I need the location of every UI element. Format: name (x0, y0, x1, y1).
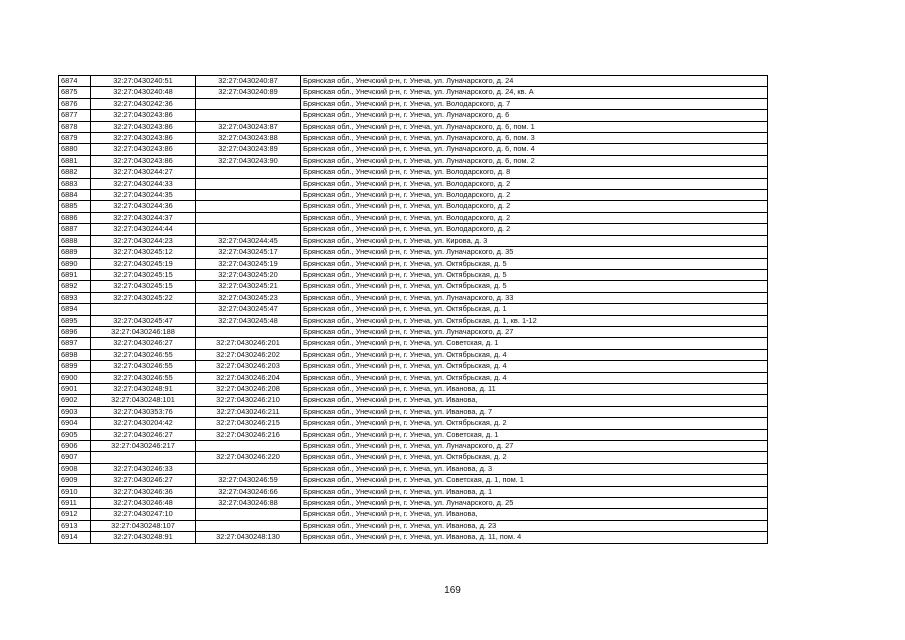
cadastral-number-cell: 32:27:0430244:36 (91, 201, 196, 212)
address-cell: Брянская обл., Унечский р-н, г. Унеча, ул. Володарского, д. 2 (301, 212, 768, 223)
table-row (59, 349, 768, 360)
linked-cadastral-number-cell: 32:27:0430243:89 (196, 144, 301, 155)
row-number-cell: 6894 (59, 304, 91, 315)
address-cell: Брянская обл., Унечский р-н, г. Унеча, ул. Октябрьская, д. 5 (301, 269, 768, 280)
linked-cadastral-number-cell (196, 212, 301, 223)
cadastral-number-cell (91, 452, 196, 463)
table-row (59, 190, 768, 201)
row-number-cell: 6879 (59, 133, 91, 144)
linked-cadastral-number-cell: 32:27:0430243:90 (196, 155, 301, 166)
linked-cadastral-number-cell: 32:27:0430246:204 (196, 372, 301, 383)
linked-cadastral-number-cell: 32:27:0430245:21 (196, 281, 301, 292)
cadastral-number-cell: 32:27:0430353:76 (91, 406, 196, 417)
table-row (59, 87, 768, 98)
table-row (59, 315, 768, 326)
row-number-cell: 6912 (59, 509, 91, 520)
row-number-cell: 6877 (59, 110, 91, 121)
address-cell: Брянская обл., Унечский р-н, г. Унеча, ул. Октябрьская, д. 2 (301, 418, 768, 429)
address-cell: Брянская обл., Унечский р-н, г. Унеча, ул. Октябрьская, д. 4 (301, 361, 768, 372)
address-cell: Брянская обл., Унечский р-н, г. Унеча, ул. Советская, д. 1 (301, 338, 768, 349)
table-row (59, 144, 768, 155)
row-number-cell: 6886 (59, 212, 91, 223)
row-number-cell: 6883 (59, 178, 91, 189)
table-row (59, 98, 768, 109)
registry-table (58, 75, 768, 544)
row-number-cell: 6907 (59, 452, 91, 463)
row-number-cell: 6900 (59, 372, 91, 383)
linked-cadastral-number-cell: 32:27:0430246:216 (196, 429, 301, 440)
table-row (59, 281, 768, 292)
address-cell: Брянская обл., Унечский р-н, г. Унеча, ул. Володарского, д. 2 (301, 201, 768, 212)
row-number-cell: 6880 (59, 144, 91, 155)
row-number-cell: 6875 (59, 87, 91, 98)
row-number-cell: 6890 (59, 258, 91, 269)
row-number-cell: 6909 (59, 475, 91, 486)
cadastral-number-cell: 32:27:0430245:12 (91, 247, 196, 258)
row-number-cell: 6913 (59, 520, 91, 531)
address-cell: Брянская обл., Унечский р-н, г. Унеча, ул. Советская, д. 1, пом. 1 (301, 475, 768, 486)
cadastral-number-cell: 32:27:0430245:47 (91, 315, 196, 326)
linked-cadastral-number-cell: 32:27:0430243:87 (196, 121, 301, 132)
cadastral-number-cell: 32:27:0430204:42 (91, 418, 196, 429)
row-number-cell: 6910 (59, 486, 91, 497)
address-cell: Брянская обл., Унечский р-н, г. Унеча, ул. Луначарского, д. 6, пом. 4 (301, 144, 768, 155)
row-number-cell: 6876 (59, 98, 91, 109)
table-row (59, 224, 768, 235)
linked-cadastral-number-cell: 32:27:0430240:87 (196, 76, 301, 87)
cadastral-number-cell: 32:27:0430243:86 (91, 121, 196, 132)
linked-cadastral-number-cell (196, 98, 301, 109)
linked-cadastral-number-cell: 32:27:0430240:89 (196, 87, 301, 98)
row-number-cell: 6888 (59, 235, 91, 246)
linked-cadastral-number-cell (196, 201, 301, 212)
address-cell: Брянская обл., Унечский р-н, г. Унеча, ул. Октябрьская, д. 1, кв. 1-12 (301, 315, 768, 326)
table-row (59, 361, 768, 372)
table-row (59, 292, 768, 303)
cadastral-number-cell: 32:27:0430246:55 (91, 361, 196, 372)
table-row (59, 486, 768, 497)
cadastral-number-cell: 32:27:0430246:27 (91, 338, 196, 349)
cadastral-number-cell: 32:27:0430245:15 (91, 269, 196, 280)
linked-cadastral-number-cell (196, 110, 301, 121)
cadastral-number-cell: 32:27:0430240:48 (91, 87, 196, 98)
address-cell: Брянская обл., Унечский р-н, г. Унеча, ул. Луначарского, д. 35 (301, 247, 768, 258)
row-number-cell: 6878 (59, 121, 91, 132)
row-number-cell: 6895 (59, 315, 91, 326)
row-number-cell: 6902 (59, 395, 91, 406)
table-row (59, 326, 768, 337)
row-number-cell: 6881 (59, 155, 91, 166)
table-row (59, 110, 768, 121)
cadastral-number-cell: 32:27:0430244:33 (91, 178, 196, 189)
row-number-cell: 6893 (59, 292, 91, 303)
linked-cadastral-number-cell (196, 463, 301, 474)
address-cell: Брянская обл., Унечский р-н, г. Унеча, ул. Иванова, д. 11 (301, 383, 768, 394)
row-number-cell: 6884 (59, 190, 91, 201)
address-cell: Брянская обл., Унечский р-н, г. Унеча, ул. Луначарского, д. 6, пом. 1 (301, 121, 768, 132)
row-number-cell: 6903 (59, 406, 91, 417)
table-row (59, 463, 768, 474)
address-cell: Брянская обл., Унечский р-н, г. Унеча, ул. Володарского, д. 2 (301, 178, 768, 189)
linked-cadastral-number-cell: 32:27:0430246:208 (196, 383, 301, 394)
table-row (59, 509, 768, 520)
cadastral-number-cell: 32:27:0430248:91 (91, 383, 196, 394)
address-cell: Брянская обл., Унечский р-н, г. Унеча, ул. Октябрьская, д. 5 (301, 281, 768, 292)
row-number-cell: 6896 (59, 326, 91, 337)
address-cell: Брянская обл., Унечский р-н, г. Унеча, ул. Луначарского, д. 6 (301, 110, 768, 121)
cadastral-number-cell: 32:27:0430246:33 (91, 463, 196, 474)
table-row (59, 155, 768, 166)
table-row (59, 212, 768, 223)
linked-cadastral-number-cell: 32:27:0430246:215 (196, 418, 301, 429)
address-cell: Брянская обл., Унечский р-н, г. Унеча, ул. Луначарского, д. 24, кв. А (301, 87, 768, 98)
cadastral-number-cell: 32:27:0430242:36 (91, 98, 196, 109)
address-cell: Брянская обл., Унечский р-н, г. Унеча, ул. Октябрьская, д. 1 (301, 304, 768, 315)
linked-cadastral-number-cell (196, 167, 301, 178)
address-cell: Брянская обл., Унечский р-н, г. Унеча, ул. Иванова, д. 1 (301, 486, 768, 497)
row-number-cell: 6887 (59, 224, 91, 235)
linked-cadastral-number-cell: 32:27:0430246:59 (196, 475, 301, 486)
linked-cadastral-number-cell (196, 224, 301, 235)
linked-cadastral-number-cell: 32:27:0430244:45 (196, 235, 301, 246)
table-row (59, 235, 768, 246)
address-cell: Брянская обл., Унечский р-н, г. Унеча, ул. Луначарского, д. 27 (301, 441, 768, 452)
linked-cadastral-number-cell: 32:27:0430246:88 (196, 498, 301, 509)
address-cell: Брянская обл., Унечский р-н, г. Унеча, ул. Иванова, (301, 395, 768, 406)
row-number-cell: 6905 (59, 429, 91, 440)
cadastral-number-cell: 32:27:0430246:188 (91, 326, 196, 337)
registry-table-body (59, 76, 768, 544)
table-row (59, 520, 768, 531)
page-number: 169 (444, 585, 461, 596)
row-number-cell: 6874 (59, 76, 91, 87)
cadastral-number-cell: 32:27:0430246:48 (91, 498, 196, 509)
address-cell: Брянская обл., Унечский р-н, г. Унеча, ул. Октябрьская, д. 4 (301, 349, 768, 360)
cadastral-number-cell: 32:27:0430240:51 (91, 76, 196, 87)
row-number-cell: 6889 (59, 247, 91, 258)
table-row (59, 532, 768, 543)
address-cell: Брянская обл., Унечский р-н, г. Унеча, ул. Иванова, (301, 509, 768, 520)
address-cell: Брянская обл., Унечский р-н, г. Унеча, ул. Луначарского, д. 27 (301, 326, 768, 337)
table-row (59, 178, 768, 189)
cadastral-number-cell: 32:27:0430246:217 (91, 441, 196, 452)
address-cell: Брянская обл., Унечский р-н, г. Унеча, ул. Иванова, д. 7 (301, 406, 768, 417)
table-row (59, 498, 768, 509)
cadastral-number-cell: 32:27:0430244:35 (91, 190, 196, 201)
table-row (59, 201, 768, 212)
row-number-cell: 6914 (59, 532, 91, 543)
cadastral-number-cell: 32:27:0430243:86 (91, 155, 196, 166)
linked-cadastral-number-cell: 32:27:0430246:220 (196, 452, 301, 463)
table-row (59, 418, 768, 429)
linked-cadastral-number-cell: 32:27:0430246:66 (196, 486, 301, 497)
cadastral-number-cell: 32:27:0430248:91 (91, 532, 196, 543)
row-number-cell: 6906 (59, 441, 91, 452)
row-number-cell: 6898 (59, 349, 91, 360)
cadastral-number-cell: 32:27:0430244:27 (91, 167, 196, 178)
cadastral-number-cell: 32:27:0430245:19 (91, 258, 196, 269)
cadastral-number-cell: 32:27:0430246:36 (91, 486, 196, 497)
table-row (59, 372, 768, 383)
linked-cadastral-number-cell: 32:27:0430243:88 (196, 133, 301, 144)
address-cell: Брянская обл., Унечский р-н, г. Унеча, ул. Володарского, д. 7 (301, 98, 768, 109)
address-cell: Брянская обл., Унечский р-н, г. Унеча, ул. Луначарского, д. 6, пом. 3 (301, 133, 768, 144)
linked-cadastral-number-cell: 32:27:0430245:47 (196, 304, 301, 315)
table-row (59, 258, 768, 269)
cadastral-number-cell: 32:27:0430247:10 (91, 509, 196, 520)
address-cell: Брянская обл., Унечский р-н, г. Унеча, ул. Октябрьская, д. 5 (301, 258, 768, 269)
linked-cadastral-number-cell (196, 326, 301, 337)
address-cell: Брянская обл., Унечский р-н, г. Унеча, ул. Иванова, д. 3 (301, 463, 768, 474)
linked-cadastral-number-cell: 32:27:0430246:211 (196, 406, 301, 417)
table-row (59, 395, 768, 406)
row-number-cell: 6908 (59, 463, 91, 474)
table-row (59, 429, 768, 440)
cadastral-number-cell: 32:27:0430244:23 (91, 235, 196, 246)
cadastral-number-cell: 32:27:0430248:101 (91, 395, 196, 406)
linked-cadastral-number-cell: 32:27:0430246:201 (196, 338, 301, 349)
cadastral-number-cell (91, 304, 196, 315)
table-row (59, 441, 768, 452)
table-row (59, 247, 768, 258)
cadastral-number-cell: 32:27:0430246:27 (91, 429, 196, 440)
linked-cadastral-number-cell: 32:27:0430246:210 (196, 395, 301, 406)
address-cell: Брянская обл., Унечский р-н, г. Унеча, ул. Луначарского, д. 6, пом. 2 (301, 155, 768, 166)
address-cell: Брянская обл., Унечский р-н, г. Унеча, ул. Октябрьская, д. 4 (301, 372, 768, 383)
table-row (59, 76, 768, 87)
linked-cadastral-number-cell: 32:27:0430245:23 (196, 292, 301, 303)
table-row (59, 133, 768, 144)
address-cell: Брянская обл., Унечский р-н, г. Унеча, ул. Советская, д. 1 (301, 429, 768, 440)
table-row (59, 406, 768, 417)
cadastral-number-cell: 32:27:0430245:15 (91, 281, 196, 292)
row-number-cell: 6885 (59, 201, 91, 212)
cadastral-number-cell: 32:27:0430244:44 (91, 224, 196, 235)
row-number-cell: 6899 (59, 361, 91, 372)
linked-cadastral-number-cell: 32:27:0430245:19 (196, 258, 301, 269)
address-cell: Брянская обл., Унечский р-н, г. Унеча, ул. Октябрьская, д. 2 (301, 452, 768, 463)
cadastral-number-cell: 32:27:0430244:37 (91, 212, 196, 223)
table-row (59, 304, 768, 315)
row-number-cell: 6901 (59, 383, 91, 394)
address-cell: Брянская обл., Унечский р-н, г. Унеча, ул. Володарского, д. 2 (301, 190, 768, 201)
address-cell: Брянская обл., Унечский р-н, г. Унеча, ул. Луначарского, д. 33 (301, 292, 768, 303)
cadastral-number-cell: 32:27:0430243:86 (91, 144, 196, 155)
linked-cadastral-number-cell (196, 509, 301, 520)
address-cell: Брянская обл., Унечский р-н, г. Унеча, ул. Луначарского, д. 24 (301, 76, 768, 87)
linked-cadastral-number-cell: 32:27:0430248:130 (196, 532, 301, 543)
linked-cadastral-number-cell (196, 178, 301, 189)
table-row (59, 452, 768, 463)
table-row (59, 269, 768, 280)
address-cell: Брянская обл., Унечский р-н, г. Унеча, ул. Володарского, д. 2 (301, 224, 768, 235)
linked-cadastral-number-cell: 32:27:0430246:203 (196, 361, 301, 372)
linked-cadastral-number-cell: 32:27:0430245:48 (196, 315, 301, 326)
row-number-cell: 6882 (59, 167, 91, 178)
row-number-cell: 6891 (59, 269, 91, 280)
row-number-cell: 6904 (59, 418, 91, 429)
address-cell: Брянская обл., Унечский р-н, г. Унеча, ул. Кирова, д. 3 (301, 235, 768, 246)
cadastral-number-cell: 32:27:0430246:55 (91, 349, 196, 360)
linked-cadastral-number-cell: 32:27:0430245:20 (196, 269, 301, 280)
cadastral-number-cell: 32:27:0430246:27 (91, 475, 196, 486)
row-number-cell: 6911 (59, 498, 91, 509)
table-row (59, 475, 768, 486)
cadastral-number-cell: 32:27:0430248:107 (91, 520, 196, 531)
linked-cadastral-number-cell (196, 190, 301, 201)
table-row (59, 338, 768, 349)
table-row (59, 167, 768, 178)
address-cell: Брянская обл., Унечский р-н, г. Унеча, ул. Володарского, д. 8 (301, 167, 768, 178)
row-number-cell: 6897 (59, 338, 91, 349)
table-row (59, 121, 768, 132)
linked-cadastral-number-cell (196, 441, 301, 452)
address-cell: Брянская обл., Унечский р-н, г. Унеча, ул. Иванова, д. 23 (301, 520, 768, 531)
cadastral-number-cell: 32:27:0430245:22 (91, 292, 196, 303)
linked-cadastral-number-cell (196, 520, 301, 531)
linked-cadastral-number-cell: 32:27:0430246:202 (196, 349, 301, 360)
address-cell: Брянская обл., Унечский р-н, г. Унеча, ул. Луначарского, д. 25 (301, 498, 768, 509)
row-number-cell: 6892 (59, 281, 91, 292)
cadastral-number-cell: 32:27:0430243:86 (91, 110, 196, 121)
cadastral-number-cell: 32:27:0430243:86 (91, 133, 196, 144)
linked-cadastral-number-cell: 32:27:0430245:17 (196, 247, 301, 258)
cadastral-number-cell: 32:27:0430246:55 (91, 372, 196, 383)
table-row (59, 383, 768, 394)
address-cell: Брянская обл., Унечский р-н, г. Унеча, ул. Иванова, д. 11, пом. 4 (301, 532, 768, 543)
